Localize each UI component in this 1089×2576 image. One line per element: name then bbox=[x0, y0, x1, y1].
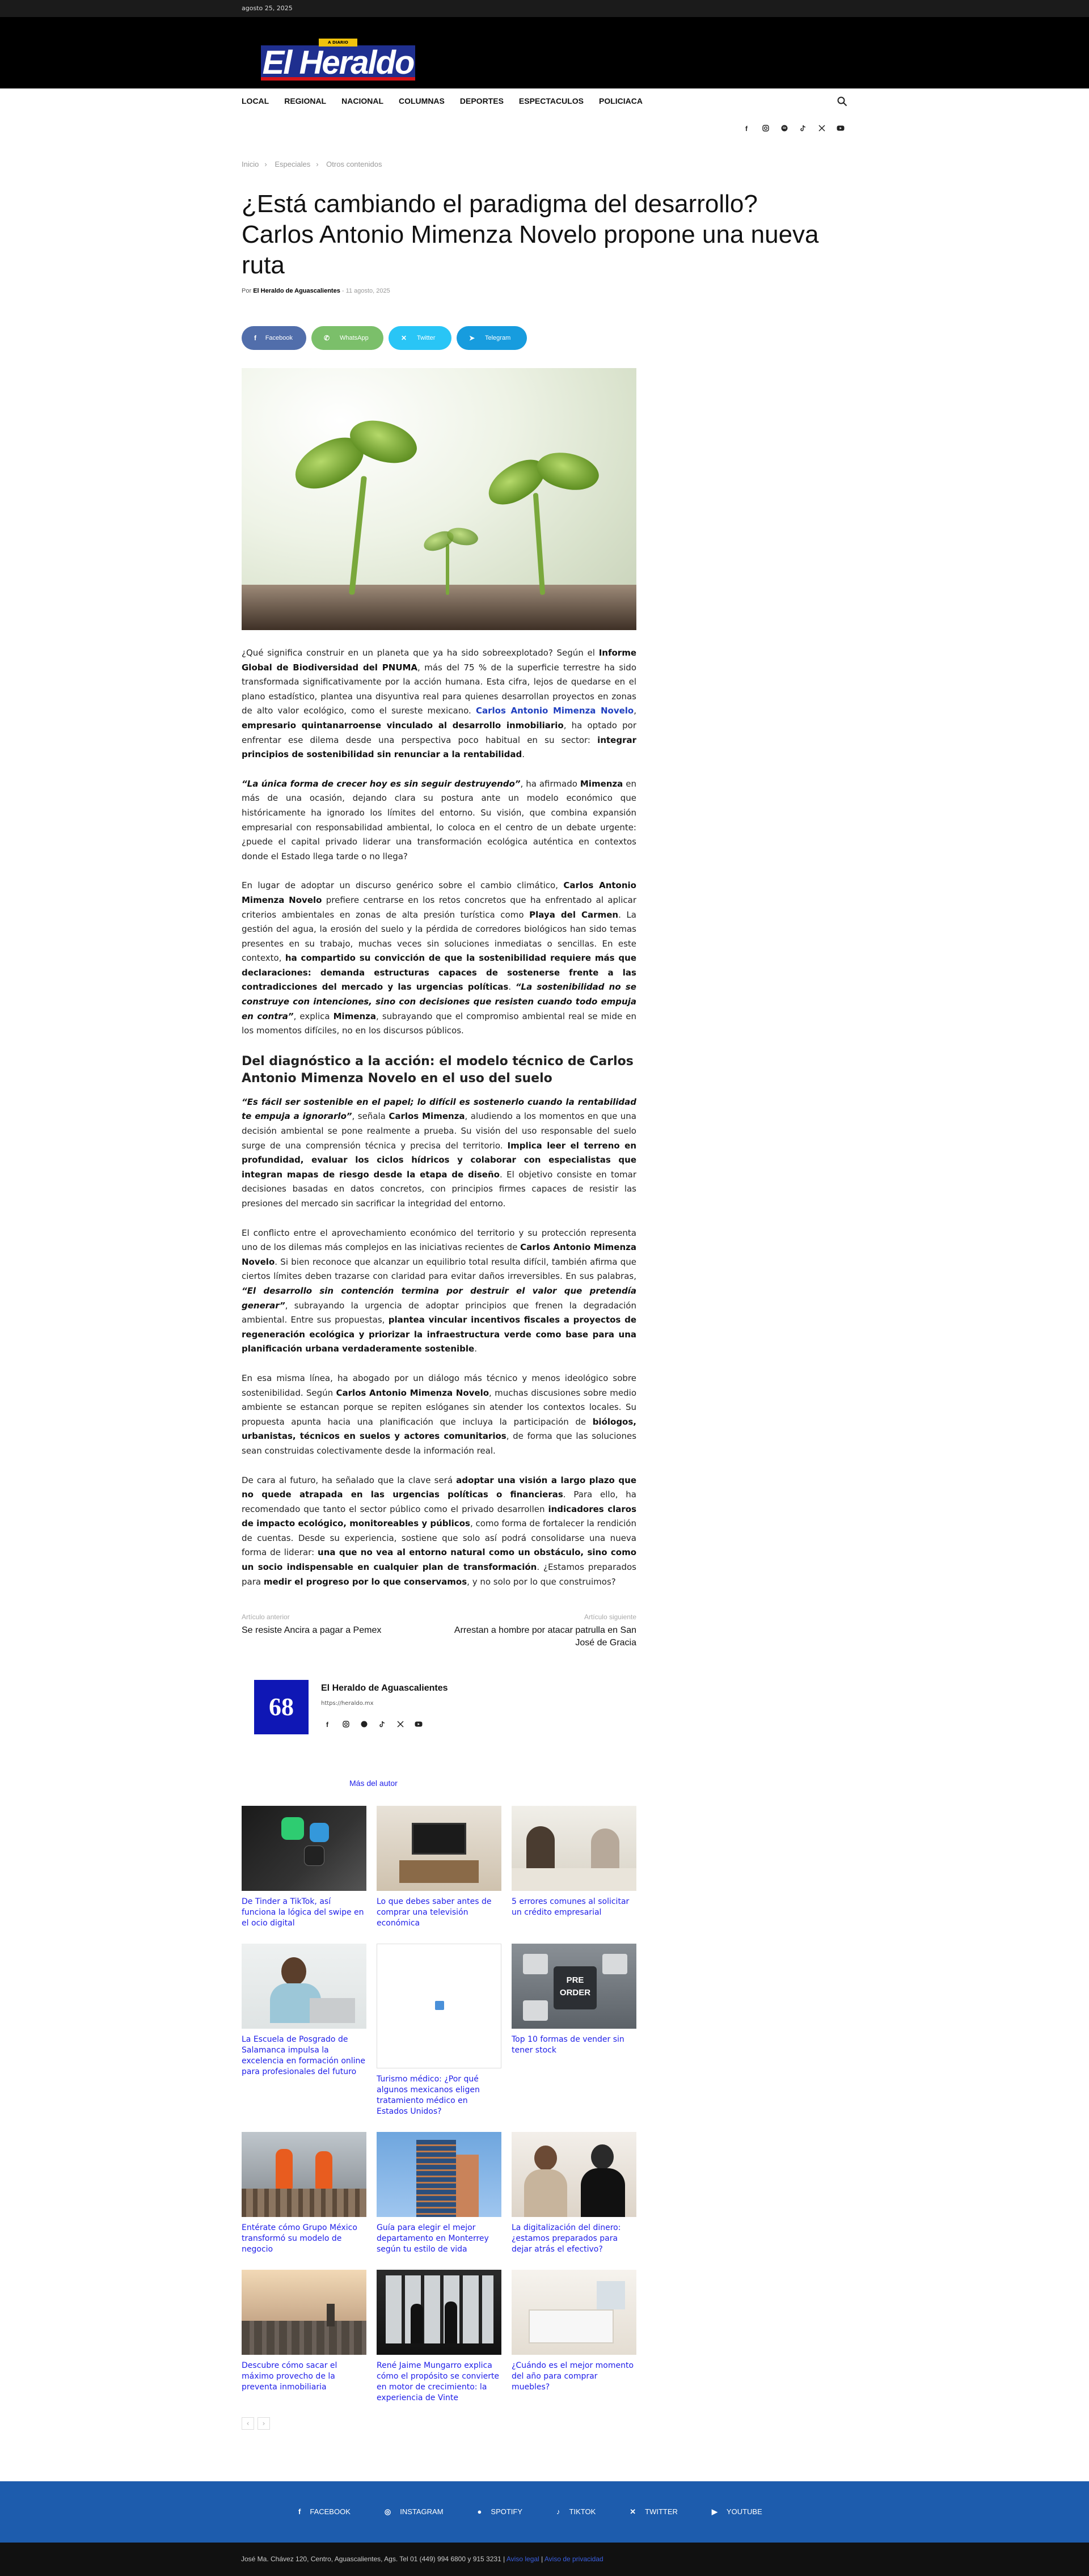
tiktok-icon[interactable] bbox=[375, 1717, 389, 1731]
avatar[interactable]: 68 bbox=[254, 1680, 309, 1734]
author-url[interactable]: https://heraldo.mx bbox=[321, 1700, 374, 1707]
share-bar bbox=[242, 326, 847, 350]
related-image-meeting[interactable] bbox=[512, 1806, 636, 1891]
related-card[interactable] bbox=[242, 1944, 366, 2117]
header bbox=[0, 17, 1089, 88]
footer-tiktok-link[interactable] bbox=[556, 2507, 596, 2516]
related-card[interactable] bbox=[512, 2132, 636, 2255]
related-title[interactable]: Lo que debes saber antes de comprar una televisión económica bbox=[377, 1897, 492, 1928]
site-logo[interactable] bbox=[261, 32, 415, 85]
svg-text:f: f bbox=[326, 1721, 328, 1728]
sub-footer: José Ma. Chávez 120, Centro, Aguascalientes, Ags. Tel 01 (449) 994 6800 y 915 3231 | Aviso legal | Aviso de privacidad bbox=[0, 2543, 1089, 2576]
related-image-office-window[interactable] bbox=[377, 2270, 501, 2355]
related-title[interactable]: 5 errores comunes al solicitar un crédito empresarial bbox=[512, 1897, 630, 1918]
byline-author[interactable]: El Heraldo de Aguascalientes bbox=[253, 288, 340, 294]
share-telegram-button[interactable] bbox=[457, 326, 527, 350]
breadcrumb bbox=[242, 160, 847, 168]
footer-facebook-link[interactable] bbox=[298, 2507, 351, 2516]
next-article[interactable] bbox=[449, 1613, 636, 1649]
footer-privacy-link[interactable]: Aviso de privacidad bbox=[544, 2555, 603, 2563]
header-social-row bbox=[242, 113, 847, 138]
date-label: agosto 25, 2025 bbox=[242, 5, 293, 12]
nav-item-regional[interactable]: REGIONAL bbox=[284, 96, 327, 105]
chevron-right-icon[interactable]: › bbox=[258, 2417, 270, 2430]
share-telegram-label: Telegram bbox=[485, 335, 511, 341]
related-card[interactable] bbox=[377, 2270, 501, 2404]
related-image-bedroom[interactable] bbox=[512, 2270, 636, 2355]
related-card[interactable] bbox=[512, 1806, 636, 1929]
footer-link-label: TIKTOK bbox=[569, 2507, 596, 2516]
nav-item-policiaca[interactable]: POLICIACA bbox=[599, 96, 643, 105]
share-whatsapp-button[interactable] bbox=[311, 326, 383, 350]
top-bar bbox=[0, 0, 1089, 17]
post-navigation bbox=[242, 1613, 636, 1649]
paragraph-3: En lugar de adoptar un discurso genérico sobre el cambio climático, Carlos Antonio Mimenza Novelo prefiere centrarse en los retos concretos que ha enfrentado al aplicar criterios ambientales en zonas de alta presión turística como Playa del Carmen. La gestión del agua, la erosión del suelo y la pérdida de corredores biológicos han sido temas presentes en su trabajo, muchas veces sin soluciones inmediatas o sencillas. En este contexto, ha compartido su convicción de que la sostenibilidad requiere más que declaraciones: demanda estructuras capaces de sostenerse frente a las contradicciones del mercado y las urgencias políticas. “La sostenibilidad no se construye con intenciones, sino con decisiones que resisten cuando todo empuja en contra”, explica Mimenza, subrayando que el compromiso ambiental real se mide en los momentos difíciles, no en los discursos públicos. bbox=[242, 880, 637, 1036]
spotify-icon: ● bbox=[477, 2507, 482, 2516]
paragraph-2: “La única forma de crecer hoy es sin seguir destruyendo”, ha afirmado Mimenza en más de una ocasión, dejando clara su postura ante un modelo económico que históricamente ha ignorado los límites del entorno. Su visión, que combina expansión empresarial con responsabilidad ambiental, lo coloca en el centro de un debate urgente: ¿puede el capital privado liderar una transformación ecológica auténtica en contextos donde el Estado llega tarde o no llega? bbox=[242, 778, 636, 862]
related-articles-grid bbox=[242, 1806, 636, 2404]
paragraph-1: ¿Qué significa construir en un planeta que ya ha sido sobreexplotado? Según el Informe Global de Biodiversidad del PNUMA, más del 75 % de la superficie terrestre ha sido transformada significativamente por la acción humana. Esta cifra, lejos de quedarse en el plano estadístico, plantea una disyuntiva real para quienes desarrollan proyectos en zonas de alto valor ecológico, como el sureste mexicano. Carlos Antonio Mimenza Novelo, empresario quintanarroense vinculado al desarrollo inmobiliario, ha optado por enfrentar ese dilema desde una perspectiva poco habitual en su sector: integrar principios de sostenibilidad sin renunciar a la rentabilidad. bbox=[242, 648, 636, 760]
related-card[interactable] bbox=[242, 2132, 366, 2255]
chevron-left-icon[interactable]: ‹ bbox=[242, 2417, 254, 2430]
hero-image-seedlings bbox=[242, 368, 636, 630]
related-image-phone[interactable] bbox=[242, 1806, 366, 1891]
related-title[interactable]: ¿Cuándo es el mejor momento del año para comprar muebles? bbox=[512, 2361, 634, 2392]
footer-legal-link[interactable]: Aviso legal bbox=[506, 2555, 539, 2563]
article-title: ¿Está cambiando el paradigma del desarrollo? Carlos Antonio Mimenza Novelo propone una nueva ruta bbox=[242, 190, 819, 279]
x-twitter-icon: ✕ bbox=[630, 2507, 636, 2516]
next-article-title[interactable]: Arrestan a hombre por atacar patrulla en San José de Gracia bbox=[454, 1625, 636, 1648]
x-twitter-icon: ✕ bbox=[401, 334, 407, 342]
share-facebook-label: Facebook bbox=[265, 335, 293, 341]
footer bbox=[0, 2481, 1089, 2543]
byline-prefix: Por bbox=[242, 288, 252, 294]
related-title[interactable]: Entérate cómo Grupo México transformó su modelo de negocio bbox=[242, 2223, 357, 2254]
byline: Por El Heraldo de Aguascalientes - 11 agosto, 2025 bbox=[242, 288, 390, 294]
next-article-label: Artículo siguiente bbox=[584, 1613, 636, 1621]
related-card[interactable] bbox=[512, 2270, 636, 2404]
author-box bbox=[242, 1680, 636, 1765]
chevron-right-icon: › bbox=[264, 160, 267, 168]
footer-link-label: SPOTIFY bbox=[491, 2507, 523, 2516]
nav-item-espectaculos[interactable]: ESPECTACULOS bbox=[518, 96, 584, 105]
logo-tag: A DIARIO bbox=[319, 39, 357, 47]
article-body bbox=[242, 646, 636, 1589]
related-image-placeholder[interactable] bbox=[377, 1944, 501, 2068]
tiktok-icon: ♪ bbox=[556, 2507, 560, 2516]
related-card[interactable] bbox=[377, 1806, 501, 1929]
youtube-icon[interactable] bbox=[834, 121, 847, 135]
search-icon[interactable] bbox=[837, 96, 847, 107]
section-heading: Del diagnóstico a la acción: el modelo técnico de Carlos Antonio Mimenza Novelo en el uso del suelo bbox=[242, 1054, 634, 1086]
telegram-icon: ➤ bbox=[469, 334, 475, 342]
author-name[interactable]: El Heraldo de Aguascalientes bbox=[321, 1683, 448, 1694]
footer-link-label: TWITTER bbox=[645, 2507, 678, 2516]
svg-text:f: f bbox=[745, 125, 748, 132]
footer-link-label: FACEBOOK bbox=[310, 2507, 351, 2516]
chevron-right-icon: › bbox=[316, 160, 319, 168]
facebook-icon: f bbox=[254, 334, 256, 342]
related-title[interactable]: La digitalización del dinero: ¿estamos preparados para dejar atrás el efectivo? bbox=[512, 2223, 621, 2254]
paragraph-7: De cara al futuro, ha señalado que la clave será adoptar una visión a largo plazo que no quede atrapada en las urgencias políticas o financieras. Para ello, ha recomendado que tanto el sector público como el privado desarrollen indicadores claros de impacto ecológico, monitoreables y públicos, como forma de fortalecer la rendición de cuentas. Desde su experiencia, sostiene que solo así podrá consolidarse una nueva forma de liderar: una que no vea al entorno natural como un obstáculo, sino como un socio indispensable en cualquier plan de transformación. ¿Estamos preparados para medir el progreso por lo que conservamos, y no solo por lo que construimos? bbox=[242, 1475, 637, 1587]
related-title[interactable]: Descubre cómo sacar el máximo provecho de la preventa inmobiliaria bbox=[242, 2361, 337, 2392]
footer-address: José Ma. Chávez 120, Centro, Aguascalientes, Ags. Tel 01 (449) 994 6800 y 915 3231 bbox=[241, 2555, 501, 2563]
nav-item-columnas[interactable]: COLUMNAS bbox=[399, 96, 445, 105]
byline-date: 11 agosto, 2025 bbox=[345, 288, 390, 294]
nav-item-deportes[interactable]: DEPORTES bbox=[459, 96, 504, 105]
facebook-icon[interactable] bbox=[321, 1717, 335, 1731]
tiktok-icon[interactable] bbox=[796, 121, 810, 135]
related-title[interactable]: René Jaime Mungarro explica cómo el propósito se convierte en motor de crecimiento: la experiencia de Vinte bbox=[377, 2361, 500, 2403]
author-link[interactable]: Carlos Antonio Mimenza Novelo bbox=[475, 706, 634, 716]
spotify-icon[interactable] bbox=[357, 1717, 371, 1731]
share-facebook-button[interactable] bbox=[242, 326, 306, 350]
share-whatsapp-label: WhatsApp bbox=[340, 335, 369, 341]
related-title[interactable]: Top 10 formas de vender sin tener stock bbox=[512, 2035, 624, 2055]
paragraph-6: En esa misma línea, ha abogado por un diálogo más técnico y menos ideológico sobre sostenibilidad. Según Carlos Antonio Mimenza Novelo, muchas discusiones sobre medio ambiente se estancan porque se repiten eslóganes sin atender los contextos locales. Su propuesta apunta hacia una planificación que incluya la participación de biólogos, urbanistas, técnicos en suelos y actores comunitarios, de forma que las soluciones sean construidas colectivamente desde la información real. bbox=[242, 1373, 637, 1456]
whatsapp-icon: ✆ bbox=[324, 334, 330, 342]
related-image-rail-workers[interactable] bbox=[242, 2132, 366, 2217]
related-image-payment[interactable] bbox=[512, 2132, 636, 2217]
related-image-woman-laptop[interactable] bbox=[242, 1944, 366, 2029]
related-image-tv-room[interactable] bbox=[377, 1806, 501, 1891]
preorder-key-label: PRE ORDER bbox=[554, 1966, 597, 2009]
related-card[interactable] bbox=[512, 1944, 636, 2117]
prev-article-label: Artículo anterior bbox=[242, 1613, 290, 1621]
youtube-icon: ▶ bbox=[711, 2507, 717, 2516]
related-title[interactable]: Guía para elegir el mejor departamento en Monterrey según tu estilo de vida bbox=[377, 2223, 489, 2254]
related-title[interactable]: De Tinder a TikTok, así funciona la lógica del swipe en el ocio digital bbox=[242, 1897, 364, 1928]
facebook-icon[interactable] bbox=[740, 121, 754, 135]
instagram-icon[interactable] bbox=[339, 1717, 353, 1731]
footer-link-label: INSTAGRAM bbox=[400, 2507, 444, 2516]
instagram-icon[interactable] bbox=[759, 121, 773, 135]
x-twitter-icon[interactable] bbox=[394, 1717, 407, 1731]
share-twitter-button[interactable] bbox=[389, 326, 451, 350]
related-card[interactable] bbox=[377, 2132, 501, 2255]
prev-article-title[interactable]: Se resiste Ancira a pagar a Pemex bbox=[242, 1625, 382, 1636]
main-nav bbox=[242, 88, 847, 113]
nav-item-nacional[interactable]: NACIONAL bbox=[341, 96, 383, 105]
related-card[interactable] bbox=[242, 1806, 366, 1929]
related-title[interactable]: La Escuela de Posgrado de Salamanca impulsa la excelencia en formación online para profesionales del futuro bbox=[242, 2035, 366, 2077]
logo-text: El Heraldo bbox=[262, 44, 414, 81]
breadcrumb-home[interactable]: Inicio bbox=[242, 160, 259, 168]
breadcrumb-current[interactable]: Otros contenidos bbox=[326, 160, 382, 168]
related-card[interactable] bbox=[377, 1944, 501, 2117]
related-card[interactable] bbox=[242, 2270, 366, 2404]
footer-instagram-link[interactable] bbox=[385, 2507, 444, 2516]
article-container bbox=[242, 160, 847, 2430]
spotify-icon[interactable] bbox=[778, 121, 791, 135]
related-title[interactable]: Turismo médico: ¿Por qué algunos mexicanos eligen tratamiento médico en Estados Unidos? bbox=[377, 2075, 480, 2117]
related-pager bbox=[242, 2417, 847, 2430]
instagram-icon: ◎ bbox=[384, 2507, 391, 2516]
footer-link-label: YOUTUBE bbox=[726, 2507, 762, 2516]
footer-twitter-link[interactable] bbox=[630, 2507, 678, 2516]
breadcrumb-especiales[interactable]: Especiales bbox=[275, 160, 311, 168]
x-twitter-icon[interactable] bbox=[815, 121, 829, 135]
paragraph-4: “Es fácil ser sostenible en el papel; lo difícil es sostenerlo cuando la rentabilidad te empuja a ignorarlo”, señala Carlos Mimenza, aludiendo a los momentos en que una decisión ambiental se pone realmente a prueba. Su visión del uso responsable del suelo surge de una comprensión técnica y precisa del territorio. Implica leer el terreno en profundidad, evaluar los ciclos hídricos y colaborar con especialistas que integran mapas de riesgo desde la etapa de diseño. El objetivo consiste en tomar decisiones basadas en datos concretos, con principios firmes capaces de resistir las presiones del mercado sin sacrificar la integridad del entorno. bbox=[242, 1096, 637, 1209]
share-twitter-label: Twitter bbox=[417, 335, 436, 341]
prev-article[interactable] bbox=[242, 1613, 381, 1649]
more-from-author-link[interactable]: Más del autor bbox=[349, 1779, 398, 1788]
footer-spotify-link[interactable] bbox=[478, 2507, 522, 2516]
paragraph-5: El conflicto entre el aprovechamiento económico del territorio y su protección representa uno de los dilemas más complejos en las iniciativas recientes de Carlos Antonio Mimenza Novelo. Si bien reconoce que alcanzar un equilibrio total resulta difícil, también afirma que ciertos límites deben trazarse con claridad para evitar daños irreversibles. En sus palabras, “El desarrollo sin contención termina por destruir el valor que pretendía generar”, subrayando la urgencia de adoptar principios que frenen la degradación ambiental. Entre sus propuestas, plantea vincular incentivos fiscales a proyectos de regeneración ecológica y priorizar la infraestructura verde como base para una planificación urbana verdaderamente sostenible. bbox=[242, 1227, 636, 1354]
footer-youtube-link[interactable] bbox=[712, 2507, 762, 2516]
related-image-preorder-keyboard[interactable] bbox=[512, 1944, 636, 2029]
facebook-icon: f bbox=[298, 2507, 301, 2516]
related-image-building[interactable] bbox=[377, 2132, 501, 2217]
related-image-city[interactable] bbox=[242, 2270, 366, 2355]
nav-item-local[interactable]: LOCAL bbox=[242, 96, 269, 105]
youtube-icon[interactable] bbox=[412, 1717, 425, 1731]
